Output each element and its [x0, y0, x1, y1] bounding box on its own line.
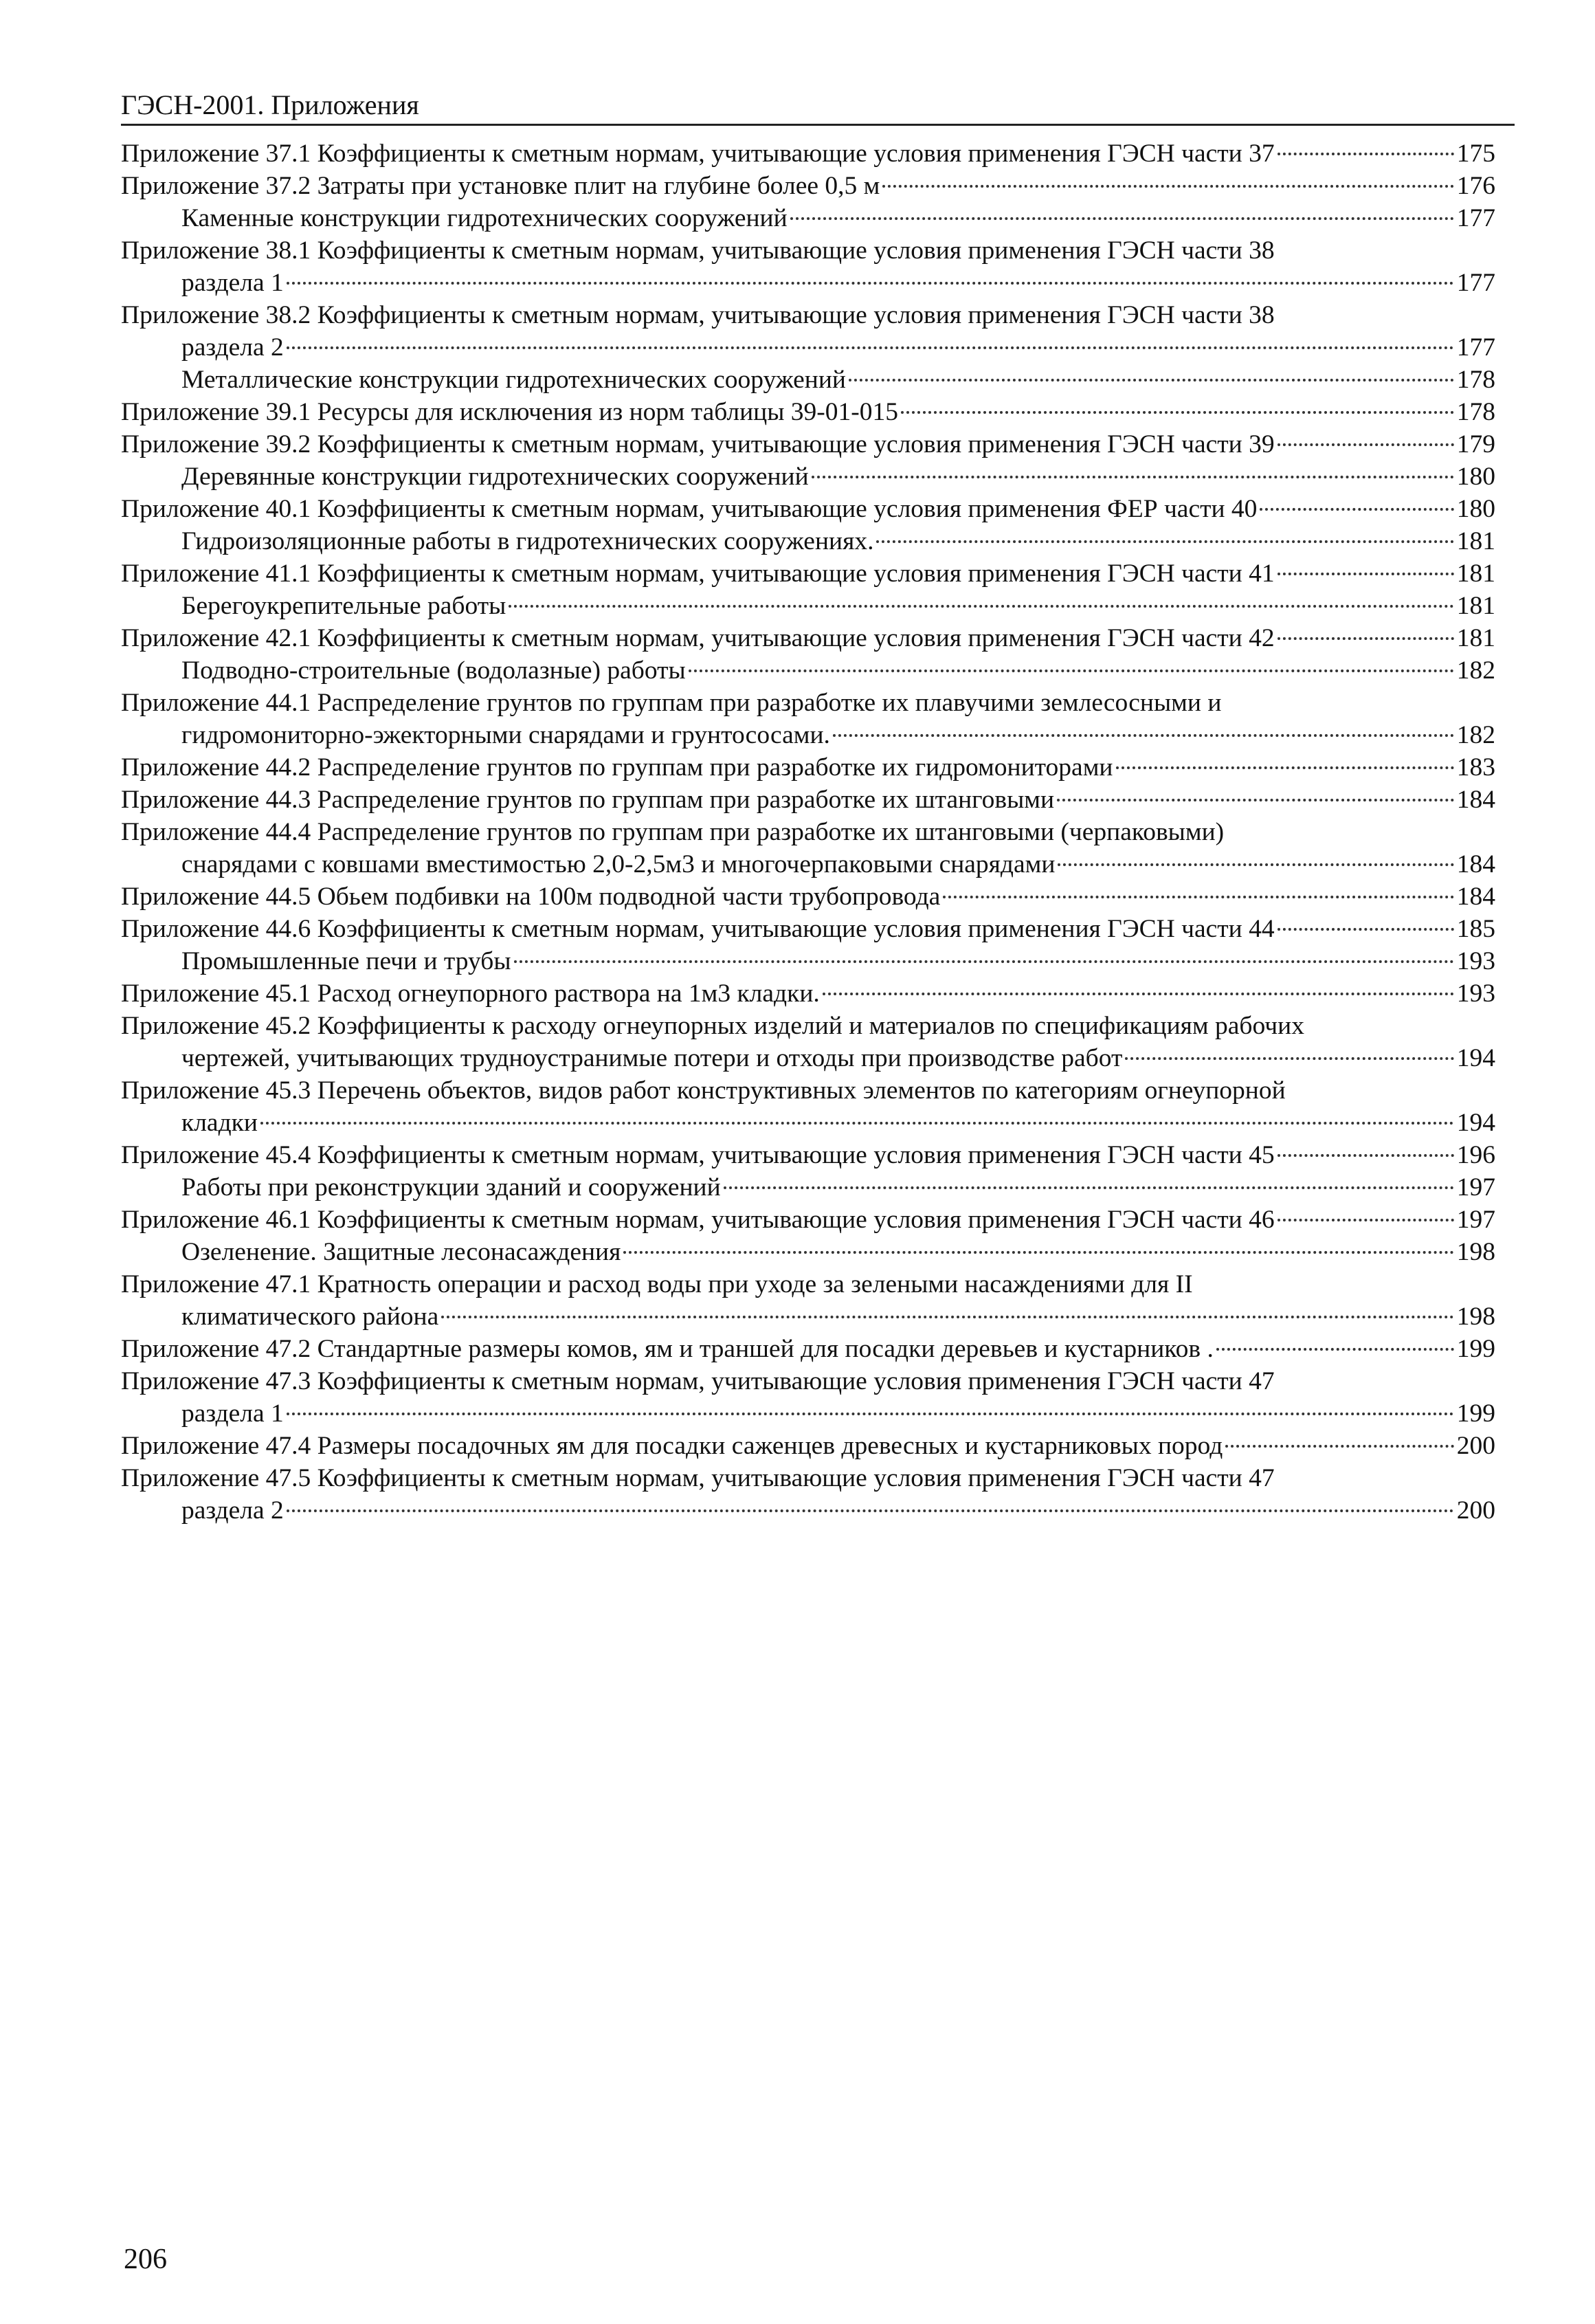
toc-entry-title: Приложение 42.1 Коэффициенты к сметным нормам, учитывающие условия применения ГЭСН части 42: [121, 624, 1275, 652]
toc-line: [121, 493, 1495, 525]
toc-section-heading[interactable]: [121, 945, 1495, 977]
toc-entry-title: Приложение 47.2 Стандартные размеры комов, ям и траншей для посадки деревьев и кустарников .: [121, 1335, 1214, 1363]
dot-leader: [1057, 799, 1454, 801]
toc-entry[interactable]: [121, 881, 1495, 913]
toc-line: [121, 1494, 1495, 1527]
toc-line: [121, 1042, 1495, 1074]
dot-leader: [882, 185, 1453, 188]
toc-entry[interactable]: [121, 396, 1495, 428]
toc-line: [121, 848, 1495, 881]
toc-line: [121, 428, 1495, 461]
toc-line: [121, 1268, 1495, 1301]
toc-entry[interactable]: [121, 1010, 1495, 1074]
toc-section-heading[interactable]: [121, 1236, 1495, 1268]
dot-leader: [876, 540, 1453, 543]
toc-page-number: 184: [1456, 883, 1495, 911]
toc-entry-title: Приложение 38.1 Коэффициенты к сметным нормам, учитывающие условия применения ГЭСН части 38: [121, 236, 1275, 265]
dot-leader: [1278, 1154, 1454, 1157]
dot-leader: [1216, 1348, 1454, 1351]
toc-page-number: 177: [1456, 333, 1495, 362]
toc-page-number: 200: [1456, 1496, 1495, 1525]
toc-entry[interactable]: [121, 1204, 1495, 1236]
dot-leader: [689, 669, 1454, 672]
dot-leader: [1125, 1057, 1453, 1060]
toc-entry[interactable]: [121, 1365, 1495, 1430]
dot-leader: [514, 960, 1454, 963]
toc-page-number: 175: [1456, 140, 1495, 168]
toc-page-number: 181: [1456, 527, 1495, 555]
toc-entry[interactable]: [121, 784, 1495, 816]
toc-entry-title: Приложение 38.2 Коэффициенты к сметным нормам, учитывающие условия применения ГЭСН части 38: [121, 301, 1275, 329]
toc-page-number: 200: [1456, 1432, 1495, 1460]
dot-leader: [287, 282, 1454, 285]
toc-page-number: 181: [1456, 592, 1495, 620]
toc-page-number: 199: [1456, 1335, 1495, 1363]
toc-line: [121, 1333, 1495, 1365]
dot-leader: [260, 1122, 1454, 1125]
toc-section-heading[interactable]: [121, 364, 1495, 396]
toc-page-number: 194: [1456, 1109, 1495, 1137]
dot-leader: [943, 896, 1453, 898]
dot-leader: [790, 217, 1454, 220]
toc-entry-title: Приложение 47.1 Кратность операции и расход воды при уходе за зелеными насаждениями для II: [121, 1270, 1193, 1298]
dot-leader: [1278, 928, 1454, 931]
toc-page-number: 177: [1456, 269, 1495, 297]
toc-line: [121, 784, 1495, 816]
toc-line: [121, 719, 1495, 751]
toc-line: [121, 557, 1495, 590]
toc-entry-title: кладки: [181, 1109, 258, 1137]
dot-leader: [833, 734, 1454, 737]
toc-entry[interactable]: [121, 687, 1495, 751]
toc-line: [121, 1397, 1495, 1430]
running-header: ГЭСН-2001. Приложения: [121, 88, 1515, 126]
toc-section-heading[interactable]: [121, 202, 1495, 234]
toc-entry[interactable]: [121, 299, 1495, 364]
toc-line: [121, 331, 1495, 364]
page-number: 206: [124, 2244, 167, 2275]
toc-entry[interactable]: [121, 557, 1495, 590]
toc-page-number: 193: [1456, 947, 1495, 975]
toc-entry[interactable]: [121, 1139, 1495, 1171]
toc-line: [121, 1074, 1495, 1107]
toc-entry-title: Приложение 44.2 Распределение грунтов по группам при разработке их гидромониторами: [121, 753, 1113, 782]
toc-page-number: 180: [1456, 463, 1495, 491]
dot-leader: [1058, 863, 1453, 866]
toc-page-number: 198: [1456, 1303, 1495, 1331]
toc-entry-title: Работы при реконструкции зданий и сооружений: [181, 1173, 721, 1202]
toc-line: [121, 1462, 1495, 1494]
toc-entry-title: Приложение 44.6 Коэффициенты к сметным нормам, учитывающие условия применения ГЭСН части 44: [121, 915, 1275, 943]
toc-entry-title: Приложение 47.3 Коэффициенты к сметным нормам, учитывающие условия применения ГЭСН части 47: [121, 1367, 1275, 1395]
toc-entry[interactable]: [121, 1430, 1495, 1462]
toc-entry[interactable]: [121, 913, 1495, 945]
toc-entry-title: Приложение 46.1 Коэффициенты к сметным нормам, учитывающие условия применения ГЭСН части 46: [121, 1206, 1275, 1234]
toc-line: [121, 299, 1495, 331]
toc-entry-title: Приложение 47.4 Размеры посадочных ям для посадки саженцев древесных и кустарниковых пород: [121, 1432, 1223, 1460]
toc-entry-title: раздела 1: [181, 269, 284, 297]
dot-leader: [849, 379, 1454, 381]
toc-page-number: 199: [1456, 1399, 1495, 1428]
toc-entry-title: раздела 2: [181, 333, 284, 362]
toc-entry-title: раздела 1: [181, 1399, 284, 1428]
toc-line: [121, 654, 1495, 687]
toc-section-heading[interactable]: [121, 1171, 1495, 1204]
toc-line: [121, 170, 1495, 202]
toc-page-number: 176: [1456, 172, 1495, 200]
toc-entry-title: Приложение 44.3 Распределение грунтов по группам при разработке их штанговыми: [121, 786, 1055, 814]
toc-entry[interactable]: [121, 234, 1495, 299]
toc-line: [121, 525, 1495, 557]
toc-page-number: 181: [1456, 624, 1495, 652]
toc-entry-title: гидромониторно-эжекторными снарядами и грунтососами.: [181, 721, 830, 749]
toc-line: [121, 881, 1495, 913]
dot-leader: [1278, 637, 1454, 640]
dot-leader: [287, 1413, 1454, 1415]
dot-leader: [441, 1316, 1454, 1318]
toc-entry-title: Промышленные печи и трубы: [181, 947, 511, 975]
toc-line: [121, 1139, 1495, 1171]
toc-section-heading[interactable]: [121, 654, 1495, 687]
toc-entry-title: Приложение 44.5 Обьем подбивки на 100м подводной части трубопровода: [121, 883, 941, 911]
toc-entry[interactable]: [121, 977, 1495, 1010]
toc-page-number: 182: [1456, 721, 1495, 749]
toc-page-number: 183: [1456, 753, 1495, 782]
toc-entry[interactable]: [121, 493, 1495, 525]
toc-page-number: 177: [1456, 204, 1495, 232]
dot-leader: [1116, 766, 1454, 769]
toc-page-number: 184: [1456, 786, 1495, 814]
toc-line: [121, 1301, 1495, 1333]
toc-page-number: 193: [1456, 980, 1495, 1008]
dot-leader: [1260, 508, 1453, 511]
toc-entry-title: Приложение 47.5 Коэффициенты к сметным нормам, учитывающие условия применения ГЭСН части 47: [121, 1464, 1275, 1492]
dot-leader: [287, 1509, 1454, 1512]
toc-line: [121, 364, 1495, 396]
toc-entry-title: Приложение 40.1 Коэффициенты к сметным нормам, учитывающие условия применения ФЕР части 40: [121, 495, 1258, 523]
toc-entry[interactable]: [121, 137, 1495, 170]
toc-page-number: 184: [1456, 850, 1495, 878]
toc-entry[interactable]: [121, 622, 1495, 654]
toc-entry[interactable]: [121, 1268, 1495, 1333]
toc-entry-title: Приложение 45.2 Коэффициенты к расходу огнеупорных изделий и материалов по спецификациям рабочих: [121, 1012, 1304, 1040]
dot-leader: [509, 605, 1453, 608]
toc-line: [121, 137, 1495, 170]
toc-entry-title: климатического района: [181, 1303, 439, 1331]
toc-line: [121, 461, 1495, 493]
toc-line: [121, 977, 1495, 1010]
toc-entry-title: Приложение 39.1 Ресурсы для исключения из норм таблицы 39-01-015: [121, 398, 899, 426]
dot-leader: [1278, 443, 1454, 446]
toc-line: [121, 1365, 1495, 1397]
dot-leader: [1225, 1445, 1453, 1448]
toc-page-number: 178: [1456, 398, 1495, 426]
toc-section-heading[interactable]: [121, 590, 1495, 622]
toc-entry-title: Берегоукрепительные работы: [181, 592, 506, 620]
toc-line: [121, 1236, 1495, 1268]
dot-leader: [1278, 153, 1454, 155]
toc-line: [121, 590, 1495, 622]
toc-entry[interactable]: [121, 816, 1495, 881]
toc-page-number: 197: [1456, 1173, 1495, 1202]
dot-leader: [623, 1251, 1453, 1254]
toc-line: [121, 751, 1495, 784]
toc-entry-title: Приложение 44.1 Распределение грунтов по группам при разработке их плавучими землесосными и: [121, 689, 1222, 717]
toc-line: [121, 913, 1495, 945]
toc-entry[interactable]: [121, 751, 1495, 784]
toc-entry-title: Озеленение. Защитные лесонасаждения: [181, 1238, 621, 1266]
toc-page-number: 179: [1456, 430, 1495, 458]
toc-page-number: 196: [1456, 1141, 1495, 1169]
toc-line: [121, 202, 1495, 234]
toc-entry-title: Приложение 41.1 Коэффициенты к сметным нормам, учитывающие условия применения ГЭСН части 41: [121, 560, 1275, 588]
toc-entry[interactable]: [121, 1074, 1495, 1139]
toc-entry-title: чертежей, учитывающих трудноустранимые потери и отходы при производстве работ: [181, 1044, 1123, 1072]
toc-line: [121, 1107, 1495, 1139]
toc-line: [121, 1171, 1495, 1204]
toc-entry[interactable]: [121, 170, 1495, 202]
toc-entry[interactable]: [121, 428, 1495, 461]
toc-line: [121, 234, 1495, 267]
toc-line: [121, 816, 1495, 848]
dot-leader: [1278, 573, 1454, 575]
dot-leader: [812, 476, 1454, 478]
toc-page-number: 185: [1456, 915, 1495, 943]
toc-entry[interactable]: [121, 1462, 1495, 1527]
dot-leader: [1278, 1219, 1454, 1221]
dot-leader: [287, 346, 1454, 349]
toc-line: [121, 267, 1495, 299]
toc-entry-title: Приложение 44.4 Распределение грунтов по группам при разработке их штанговыми (черпаковыми): [121, 818, 1225, 846]
toc-page-number: 194: [1456, 1044, 1495, 1072]
toc-section-heading[interactable]: [121, 461, 1495, 493]
toc-line: [121, 945, 1495, 977]
toc-entry-title: Приложение 37.1 Коэффициенты к сметным нормам, учитывающие условия применения ГЭСН части 37: [121, 140, 1275, 168]
toc-entry-title: Приложение 45.4 Коэффициенты к сметным нормам, учитывающие условия применения ГЭСН части 45: [121, 1141, 1275, 1169]
dot-leader: [901, 411, 1454, 414]
toc-entry-title: Деревянные конструкции гидротехнических сооружений: [181, 463, 809, 491]
toc-line: [121, 1010, 1495, 1042]
toc-line: [121, 622, 1495, 654]
toc-entry-title: снарядами с ковшами вместимостью 2,0-2,5м3 и многочерпаковыми снарядами: [181, 850, 1056, 878]
toc-entry-title: Подводно-строительные (водолазные) работы: [181, 656, 686, 685]
toc-page-number: 197: [1456, 1206, 1495, 1234]
toc-entry-title: Каменные конструкции гидротехнических сооружений: [181, 204, 788, 232]
table-of-contents: [121, 137, 1495, 1527]
toc-section-heading[interactable]: [121, 525, 1495, 557]
toc-entry-title: Металлические конструкции гидротехнических сооружений: [181, 366, 846, 394]
toc-line: [121, 687, 1495, 719]
toc-line: [121, 1204, 1495, 1236]
toc-entry-title: Приложение 45.1 Расход огнеупорного раствора на 1м3 кладки.: [121, 980, 820, 1008]
toc-page-number: 181: [1456, 560, 1495, 588]
toc-entry-title: раздела 2: [181, 1496, 284, 1525]
toc-page-number: 182: [1456, 656, 1495, 685]
toc-entry-title: Приложение 45.3 Перечень объектов, видов работ конструктивных элементов по категориям огнеупорной: [121, 1076, 1286, 1105]
toc-entry-title: Гидроизоляционные работы в гидротехнических сооружениях.: [181, 527, 874, 555]
toc-line: [121, 1430, 1495, 1462]
toc-page-number: 198: [1456, 1238, 1495, 1266]
toc-page-number: 180: [1456, 495, 1495, 523]
toc-line: [121, 396, 1495, 428]
toc-page-number: 178: [1456, 366, 1495, 394]
dot-leader: [823, 993, 1454, 995]
toc-entry[interactable]: [121, 1333, 1495, 1365]
toc-entry-title: Приложение 37.2 Затраты при установке плит на глубине более 0,5 м: [121, 172, 880, 200]
dot-leader: [724, 1186, 1454, 1189]
toc-entry-title: Приложение 39.2 Коэффициенты к сметным нормам, учитывающие условия применения ГЭСН части 39: [121, 430, 1275, 458]
